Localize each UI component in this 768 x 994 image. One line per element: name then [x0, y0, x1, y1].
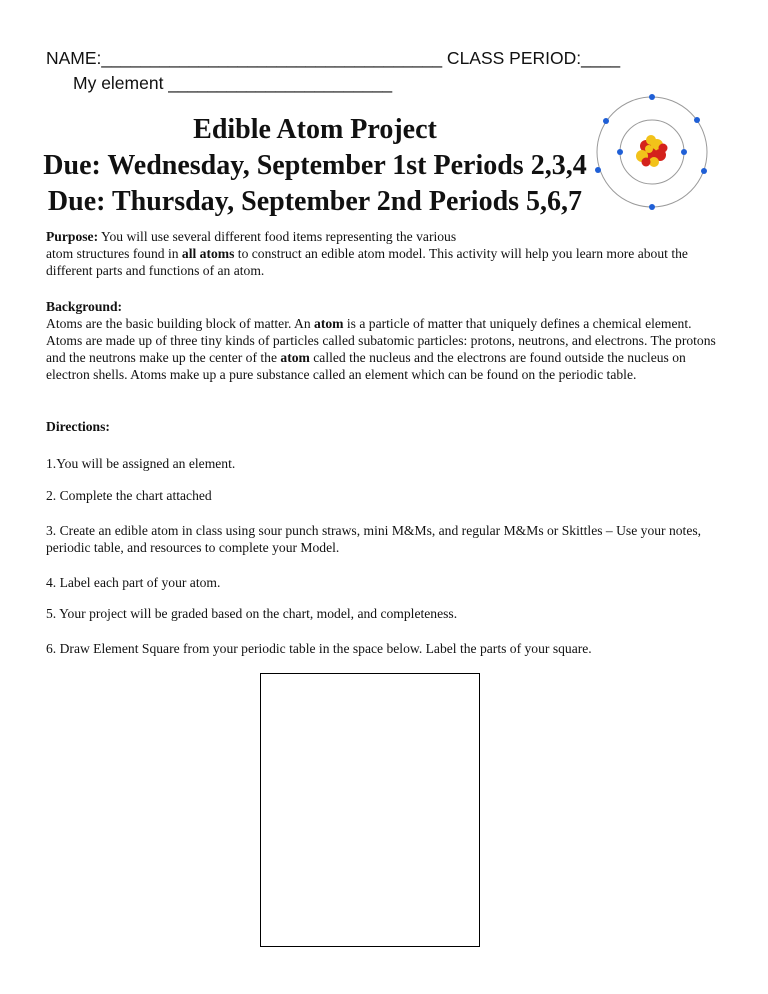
background-bold-2: atom	[280, 350, 310, 365]
purpose-label: Purpose:	[46, 229, 99, 244]
background-bold-1: atom	[314, 316, 344, 331]
direction-step: 6. Draw Element Square from your periodic table in the space below. Label the parts of your square.	[46, 641, 592, 656]
project-title: Edible Atom Project	[193, 114, 437, 145]
direction-step: 1.You will be assigned an element.	[46, 456, 236, 471]
direction-step: 2. Complete the chart attached	[46, 488, 212, 503]
name-class-period-line: NAME:___________________________________ CLASS PERIOD:____	[46, 48, 621, 68]
background-heading: Background:	[46, 299, 123, 314]
direction-step: 3. Create an edible atom in class using sour punch straws, mini M&Ms, and regular M&Ms or Skittles – Use your notes, periodic table, and resources to complete your Model.	[46, 523, 702, 555]
due-date-1: Due: Wednesday, September 1st Periods 2,3,4	[43, 150, 587, 181]
direction-step: 5. Your project will be graded based on the chart, model, and completeness.	[46, 606, 458, 621]
purpose-text-b: atom structures found in	[46, 246, 182, 261]
direction-step: 4. Label each part of your atom.	[46, 575, 221, 590]
background-text-b: is a particle of matter that uniquely defines a chemical element. Atoms are made up of three tiny kinds of particles called subatomic particles: protons, neutrons, and electrons. The protons and the neutrons make up the center of the	[46, 316, 716, 365]
background-text-a: Atoms are the basic building block of matter. An	[46, 316, 315, 331]
purpose-paragraph	[46, 228, 718, 279]
background-paragraph	[46, 315, 718, 383]
background-text-c: called the nucleus and the electrons are found outside the nucleus on electron shells. Atoms make up a pure substance called an element which can be found on the periodic table.	[46, 350, 686, 382]
purpose-text-c: to construct an edible atom model. This activity will help you learn more about the different parts and functions of an atom.	[46, 246, 688, 278]
atom-model-icon	[588, 88, 716, 216]
purpose-bold: all atoms	[181, 246, 235, 261]
purpose-text-a: You will use several different food items representing the various	[98, 229, 457, 244]
element-square-drawing-box	[260, 673, 480, 947]
title-block	[30, 112, 600, 220]
due-date-2: Due: Thursday, September 2nd Periods 5,6,7	[47, 186, 583, 217]
my-element-line: My element _______________________	[73, 73, 393, 93]
directions-heading: Directions:	[46, 419, 110, 434]
